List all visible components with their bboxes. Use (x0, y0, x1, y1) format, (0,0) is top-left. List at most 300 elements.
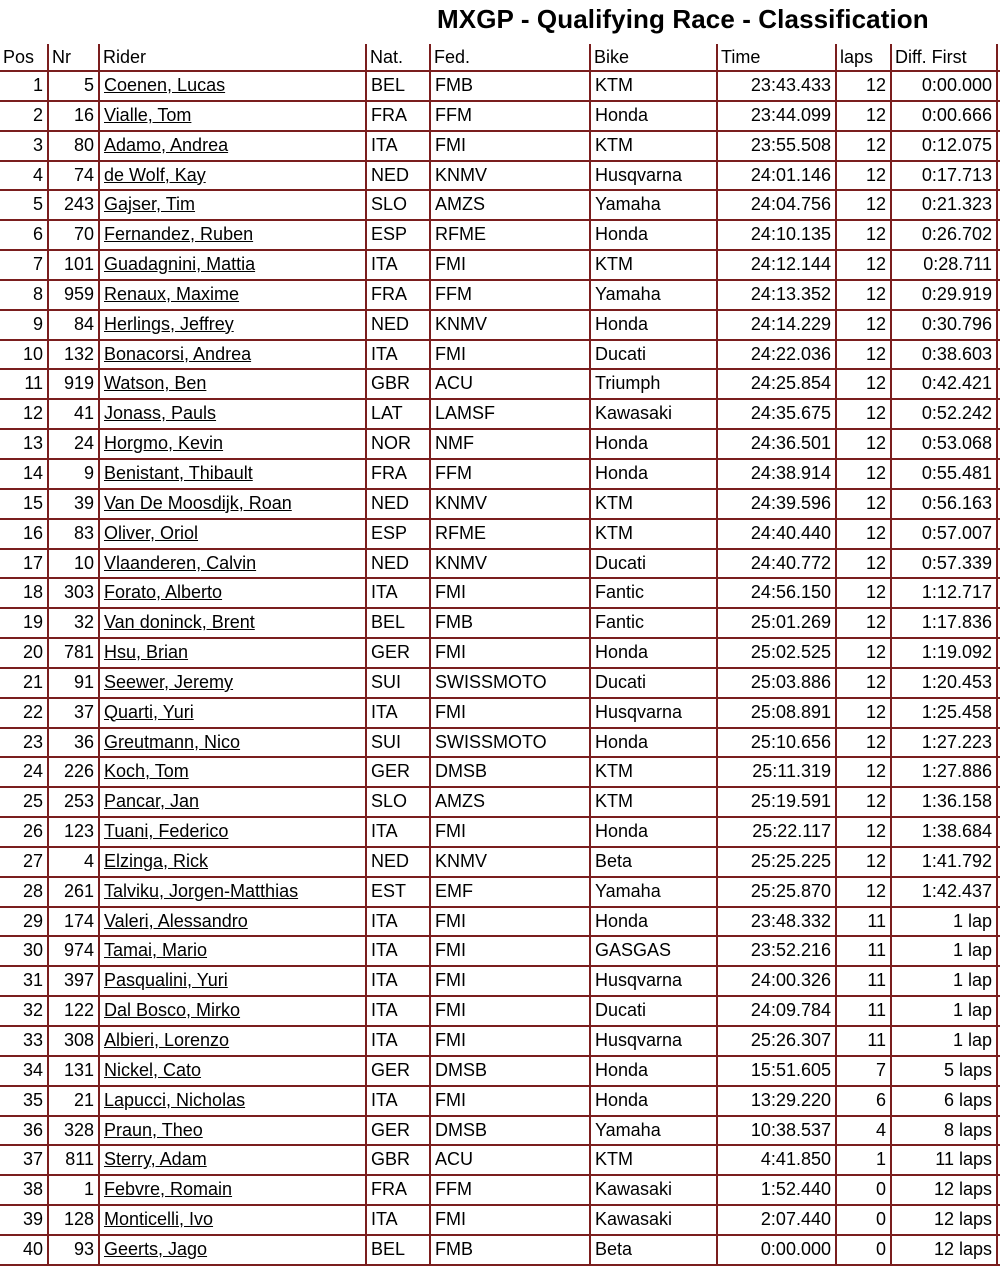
fed-cell: DMSB (429, 758, 589, 786)
bike-cell: Honda (589, 908, 716, 936)
bike-cell: Ducati (589, 997, 716, 1025)
fed-cell: FMI (429, 579, 589, 607)
table-row (0, 490, 1000, 520)
laps-cell: 12 (835, 609, 890, 637)
laps-cell: 12 (835, 251, 890, 279)
nat-cell: ITA (365, 251, 429, 279)
nat-cell: ESP (365, 221, 429, 249)
rider-link[interactable]: Koch, Tom (98, 758, 365, 786)
pos-cell: 29 (22, 910, 43, 931)
fed-cell: LAMSF (429, 400, 589, 428)
time-cell: 0:00.000 (716, 1236, 835, 1264)
table-row (0, 1027, 1000, 1057)
fed-cell: FFM (429, 281, 589, 309)
time-cell: 24:22.036 (716, 341, 835, 369)
time-cell: 24:14.229 (716, 311, 835, 339)
rider-link[interactable]: Lapucci, Nicholas (98, 1087, 365, 1115)
laps-cell: 11 (835, 1027, 890, 1055)
pos-cell: 23 (22, 731, 43, 752)
time-cell: 23:43.433 (716, 72, 835, 100)
diff-cell: 1 lap (890, 967, 998, 995)
laps-cell: 12 (835, 430, 890, 458)
rider-link[interactable]: Guadagnini, Mattia (98, 251, 365, 279)
laps-cell: 12 (835, 520, 890, 548)
pos-cell: 16 (22, 522, 43, 543)
laps-cell: 11 (835, 997, 890, 1025)
laps-cell: 7 (835, 1057, 890, 1085)
rider-link[interactable]: Forato, Alberto (98, 579, 365, 607)
fed-cell: FMI (429, 251, 589, 279)
header-pos: Pos (3, 47, 35, 67)
time-cell: 25:19.591 (716, 788, 835, 816)
number-cell: 5 (47, 72, 98, 100)
pos-cell: 18 (22, 582, 43, 603)
number-cell: 80 (47, 132, 98, 160)
fed-cell: FMI (429, 1206, 589, 1234)
bike-cell: Honda (589, 102, 716, 130)
nat-cell: ITA (365, 1206, 429, 1234)
nat-cell: ITA (365, 579, 429, 607)
laps-cell: 0 (835, 1206, 890, 1234)
bike-cell: KTM (589, 520, 716, 548)
rider-link[interactable]: Pasqualini, Yuri (98, 967, 365, 995)
fed-cell: AMZS (429, 788, 589, 816)
rider-link[interactable]: Quarti, Yuri (98, 699, 365, 727)
table-row (0, 311, 1000, 341)
rider-link[interactable]: Tamai, Mario (98, 937, 365, 965)
rider-link[interactable]: Dal Bosco, Mirko (98, 997, 365, 1025)
laps-cell: 12 (835, 669, 890, 697)
pos-cell: 22 (22, 701, 43, 722)
nat-cell: ITA (365, 341, 429, 369)
number-cell: 1 (47, 1176, 98, 1204)
header-time: Time (716, 44, 835, 70)
number-cell: 101 (47, 251, 98, 279)
pos-cell: 34 (22, 1059, 43, 1080)
diff-cell: 12 laps (890, 1206, 998, 1234)
rider-link[interactable]: Vialle, Tom (98, 102, 365, 130)
time-cell: 4:41.850 (716, 1146, 835, 1174)
table-row (0, 191, 1000, 221)
time-cell: 25:10.656 (716, 729, 835, 757)
rider-link[interactable]: Renaux, Maxime (98, 281, 365, 309)
number-cell: 4 (47, 848, 98, 876)
pos-cell: 12 (22, 403, 43, 424)
rider-link[interactable]: Albieri, Lorenzo (98, 1027, 365, 1055)
time-cell: 25:08.891 (716, 699, 835, 727)
nat-cell: ITA (365, 997, 429, 1025)
rider-link[interactable]: Geerts, Jago (98, 1236, 365, 1264)
fed-cell: FMI (429, 132, 589, 160)
table-row (0, 72, 1000, 102)
laps-cell: 12 (835, 699, 890, 727)
table-header (0, 44, 1000, 72)
table-row (0, 341, 1000, 371)
diff-cell: 5 laps (890, 1057, 998, 1085)
header-nat: Nat. (365, 44, 429, 70)
rider-link[interactable]: Talviku, Jorgen-Matthias (98, 878, 365, 906)
number-cell: 37 (47, 699, 98, 727)
table-row (0, 1057, 1000, 1087)
rider-link[interactable]: Valeri, Alessandro (98, 908, 365, 936)
diff-cell: 1 lap (890, 997, 998, 1025)
diff-cell: 0:57.007 (890, 520, 998, 548)
time-cell: 10:38.537 (716, 1117, 835, 1145)
bike-cell: Honda (589, 430, 716, 458)
diff-cell: 1:36.158 (890, 788, 998, 816)
diff-cell: 0:00.000 (890, 72, 998, 100)
rider-link[interactable]: Van doninck, Brent (98, 609, 365, 637)
diff-cell: 1:42.437 (890, 878, 998, 906)
bike-cell: Honda (589, 460, 716, 488)
rider-link[interactable]: Febvre, Romain (98, 1176, 365, 1204)
laps-cell: 12 (835, 370, 890, 398)
fed-cell: FMI (429, 967, 589, 995)
pos-cell: 6 (32, 224, 43, 245)
bike-cell: KTM (589, 251, 716, 279)
table-row (0, 848, 1000, 878)
rider-link[interactable]: Tuani, Federico (98, 818, 365, 846)
pos-cell: 26 (22, 821, 43, 842)
bike-cell: Honda (589, 1057, 716, 1085)
number-cell: 131 (47, 1057, 98, 1085)
diff-cell: 1:19.092 (890, 639, 998, 667)
time-cell: 25:11.319 (716, 758, 835, 786)
pos-cell: 1 (32, 75, 43, 95)
rider-link[interactable]: Watson, Ben (98, 370, 365, 398)
time-cell: 2:07.440 (716, 1206, 835, 1234)
time-cell: 25:02.525 (716, 639, 835, 667)
bike-cell: Honda (589, 818, 716, 846)
number-cell: 328 (47, 1117, 98, 1145)
number-cell: 36 (47, 729, 98, 757)
fed-cell: FMI (429, 639, 589, 667)
time-cell: 23:48.332 (716, 908, 835, 936)
diff-cell: 0:29.919 (890, 281, 998, 309)
rider-link[interactable]: Oliver, Oriol (98, 520, 365, 548)
diff-cell: 12 laps (890, 1176, 998, 1204)
pos-cell: 28 (22, 880, 43, 901)
nat-cell: GBR (365, 370, 429, 398)
rider-link[interactable]: Gajser, Tim (98, 191, 365, 219)
table-row (0, 639, 1000, 669)
time-cell: 1:52.440 (716, 1176, 835, 1204)
number-cell: 303 (47, 579, 98, 607)
nat-cell: BEL (365, 1236, 429, 1264)
bike-cell: Kawasaki (589, 1176, 716, 1204)
table-row (0, 669, 1000, 699)
rider-link[interactable]: Nickel, Cato (98, 1057, 365, 1085)
fed-cell: SWISSMOTO (429, 669, 589, 697)
diff-cell: 0:12.075 (890, 132, 998, 160)
number-cell: 253 (47, 788, 98, 816)
bike-cell: Yamaha (589, 1117, 716, 1145)
bike-cell: Honda (589, 221, 716, 249)
pos-cell: 20 (22, 642, 43, 663)
bike-cell: Yamaha (589, 878, 716, 906)
rider-link[interactable]: Pancar, Jan (98, 788, 365, 816)
laps-cell: 12 (835, 848, 890, 876)
bike-cell: KTM (589, 1146, 716, 1174)
fed-cell: FFM (429, 1176, 589, 1204)
nat-cell: ITA (365, 818, 429, 846)
diff-cell: 0:53.068 (890, 430, 998, 458)
pos-cell: 8 (32, 283, 43, 304)
rider-link[interactable]: Praun, Theo (98, 1117, 365, 1145)
header-diff: Diff. First (890, 44, 998, 70)
number-cell: 919 (47, 370, 98, 398)
laps-cell: 12 (835, 311, 890, 339)
nat-cell: ESP (365, 520, 429, 548)
nat-cell: NED (365, 550, 429, 578)
nat-cell: SLO (365, 191, 429, 219)
table-row (0, 878, 1000, 908)
laps-cell: 0 (835, 1236, 890, 1264)
rider-link[interactable]: Fernandez, Ruben (98, 221, 365, 249)
fed-cell: KNMV (429, 162, 589, 190)
laps-cell: 12 (835, 818, 890, 846)
time-cell: 23:52.216 (716, 937, 835, 965)
time-cell: 24:25.854 (716, 370, 835, 398)
diff-cell: 1:17.836 (890, 609, 998, 637)
time-cell: 24:40.440 (716, 520, 835, 548)
diff-cell: 1:12.717 (890, 579, 998, 607)
rider-link[interactable]: Benistant, Thibault (98, 460, 365, 488)
table-row (0, 967, 1000, 997)
bike-cell: Honda (589, 729, 716, 757)
nat-cell: GER (365, 758, 429, 786)
bike-cell: Husqvarna (589, 699, 716, 727)
rider-link[interactable]: Bonacorsi, Andrea (98, 341, 365, 369)
nat-cell: SUI (365, 669, 429, 697)
bike-cell: KTM (589, 132, 716, 160)
bike-cell: Honda (589, 311, 716, 339)
nat-cell: BEL (365, 72, 429, 100)
nat-cell: NED (365, 490, 429, 518)
rider-link[interactable]: Van De Moosdijk, Roan (98, 490, 365, 518)
time-cell: 15:51.605 (716, 1057, 835, 1085)
time-cell: 24:00.326 (716, 967, 835, 995)
bike-cell: KTM (589, 72, 716, 100)
bike-cell: Husqvarna (589, 1027, 716, 1055)
diff-cell: 1:20.453 (890, 669, 998, 697)
table-row (0, 1117, 1000, 1147)
fed-cell: FMI (429, 818, 589, 846)
table-row (0, 460, 1000, 490)
nat-cell: ITA (365, 1027, 429, 1055)
number-cell: 397 (47, 967, 98, 995)
table-row (0, 251, 1000, 281)
table-row (0, 221, 1000, 251)
table-row (0, 579, 1000, 609)
fed-cell: RFME (429, 520, 589, 548)
number-cell: 122 (47, 997, 98, 1025)
diff-cell: 0:52.242 (890, 400, 998, 428)
laps-cell: 12 (835, 878, 890, 906)
fed-cell: FMI (429, 699, 589, 727)
rider-link[interactable]: Coenen, Lucas (98, 72, 365, 100)
nat-cell: FRA (365, 1176, 429, 1204)
time-cell: 24:38.914 (716, 460, 835, 488)
pos-cell: 32 (22, 1000, 43, 1021)
rider-link[interactable]: Hsu, Brian (98, 639, 365, 667)
bike-cell: KTM (589, 788, 716, 816)
pos-cell: 38 (22, 1179, 43, 1200)
fed-cell: FMI (429, 341, 589, 369)
pos-cell: 35 (22, 1089, 43, 1110)
fed-cell: FMI (429, 908, 589, 936)
nat-cell: GER (365, 639, 429, 667)
rider-link[interactable]: de Wolf, Kay (98, 162, 365, 190)
fed-cell: FMI (429, 1027, 589, 1055)
fed-cell: EMF (429, 878, 589, 906)
table-row (0, 818, 1000, 848)
nat-cell: FRA (365, 281, 429, 309)
rider-link[interactable]: Monticelli, Ivo (98, 1206, 365, 1234)
nat-cell: EST (365, 878, 429, 906)
diff-cell: 1:38.684 (890, 818, 998, 846)
fed-cell: FMB (429, 1236, 589, 1264)
pos-cell: 7 (32, 254, 43, 275)
nat-cell: ITA (365, 132, 429, 160)
time-cell: 24:56.150 (716, 579, 835, 607)
time-cell: 24:12.144 (716, 251, 835, 279)
pos-cell: 39 (22, 1209, 43, 1230)
rider-link[interactable]: Seewer, Jeremy (98, 669, 365, 697)
time-cell: 23:55.508 (716, 132, 835, 160)
number-cell: 959 (47, 281, 98, 309)
bike-cell: Husqvarna (589, 967, 716, 995)
bike-cell: Honda (589, 1087, 716, 1115)
rider-link[interactable]: Sterry, Adam (98, 1146, 365, 1174)
number-cell: 91 (47, 669, 98, 697)
number-cell: 24 (47, 430, 98, 458)
fed-cell: ACU (429, 1146, 589, 1174)
rider-link[interactable]: Horgmo, Kevin (98, 430, 365, 458)
number-cell: 74 (47, 162, 98, 190)
table-row (0, 699, 1000, 729)
bike-cell: Ducati (589, 341, 716, 369)
time-cell: 25:22.117 (716, 818, 835, 846)
number-cell: 39 (47, 490, 98, 518)
table-row (0, 550, 1000, 580)
number-cell: 811 (47, 1146, 98, 1174)
laps-cell: 12 (835, 341, 890, 369)
time-cell: 24:13.352 (716, 281, 835, 309)
bike-cell: Beta (589, 848, 716, 876)
laps-cell: 0 (835, 1176, 890, 1204)
diff-cell: 11 laps (890, 1146, 998, 1174)
pos-cell: 31 (22, 970, 43, 991)
pos-cell: 5 (32, 194, 43, 215)
laps-cell: 12 (835, 281, 890, 309)
fed-cell: ACU (429, 370, 589, 398)
time-cell: 24:40.772 (716, 550, 835, 578)
diff-cell: 0:28.711 (890, 251, 998, 279)
pos-cell: 9 (32, 313, 43, 334)
fed-cell: DMSB (429, 1057, 589, 1085)
bike-cell: Triumph (589, 370, 716, 398)
number-cell: 21 (47, 1087, 98, 1115)
rider-link[interactable]: Vlaanderen, Calvin (98, 550, 365, 578)
rider-link[interactable]: Elzinga, Rick (98, 848, 365, 876)
table-row (0, 430, 1000, 460)
laps-cell: 12 (835, 758, 890, 786)
nat-cell: NED (365, 311, 429, 339)
pos-cell: 33 (22, 1030, 43, 1050)
table-row (0, 1146, 1000, 1176)
nat-cell: ITA (365, 699, 429, 727)
number-cell: 781 (47, 639, 98, 667)
pos-cell: 15 (22, 492, 43, 513)
table-row (0, 937, 1000, 967)
fed-cell: FMB (429, 72, 589, 100)
rider-link[interactable]: Greutmann, Nico (98, 729, 365, 757)
fed-cell: KNMV (429, 490, 589, 518)
nat-cell: NED (365, 848, 429, 876)
bike-cell: Kawasaki (589, 400, 716, 428)
laps-cell: 12 (835, 788, 890, 816)
pos-cell: 36 (22, 1119, 43, 1140)
diff-cell: 0:00.666 (890, 102, 998, 130)
laps-cell: 12 (835, 639, 890, 667)
time-cell: 13:29.220 (716, 1087, 835, 1115)
header-fed: Fed. (429, 44, 589, 70)
table-row (0, 520, 1000, 550)
laps-cell: 12 (835, 162, 890, 190)
laps-cell: 11 (835, 908, 890, 936)
table-row (0, 1206, 1000, 1236)
laps-cell: 12 (835, 490, 890, 518)
bike-cell: Fantic (589, 609, 716, 637)
number-cell: 93 (47, 1236, 98, 1264)
laps-cell: 12 (835, 72, 890, 100)
diff-cell: 1 lap (890, 908, 998, 936)
rider-link[interactable]: Adamo, Andrea (98, 132, 365, 160)
number-cell: 128 (47, 1206, 98, 1234)
pos-cell: 4 (32, 164, 43, 185)
laps-cell: 11 (835, 937, 890, 965)
time-cell: 25:03.886 (716, 669, 835, 697)
fed-cell: KNMV (429, 848, 589, 876)
nat-cell: ITA (365, 1087, 429, 1115)
time-cell: 24:09.784 (716, 997, 835, 1025)
diff-cell: 0:57.339 (890, 550, 998, 578)
bike-cell: KTM (589, 758, 716, 786)
laps-cell: 12 (835, 132, 890, 160)
fed-cell: AMZS (429, 191, 589, 219)
diff-cell: 1:41.792 (890, 848, 998, 876)
bike-cell: KTM (589, 490, 716, 518)
time-cell: 24:04.756 (716, 191, 835, 219)
pos-cell: 14 (22, 462, 43, 483)
rider-link[interactable]: Herlings, Jeffrey (98, 311, 365, 339)
fed-cell: FMB (429, 609, 589, 637)
nat-cell: SUI (365, 729, 429, 757)
laps-cell: 1 (835, 1146, 890, 1174)
nat-cell: SLO (365, 788, 429, 816)
nat-cell: ITA (365, 967, 429, 995)
rider-link[interactable]: Jonass, Pauls (98, 400, 365, 428)
number-cell: 974 (47, 937, 98, 965)
diff-cell: 1:25.458 (890, 699, 998, 727)
fed-cell: FMI (429, 937, 589, 965)
table-row (0, 370, 1000, 400)
table-row (0, 162, 1000, 192)
table-row (0, 1176, 1000, 1206)
pos-cell: 27 (22, 850, 43, 871)
fed-cell: FMI (429, 997, 589, 1025)
